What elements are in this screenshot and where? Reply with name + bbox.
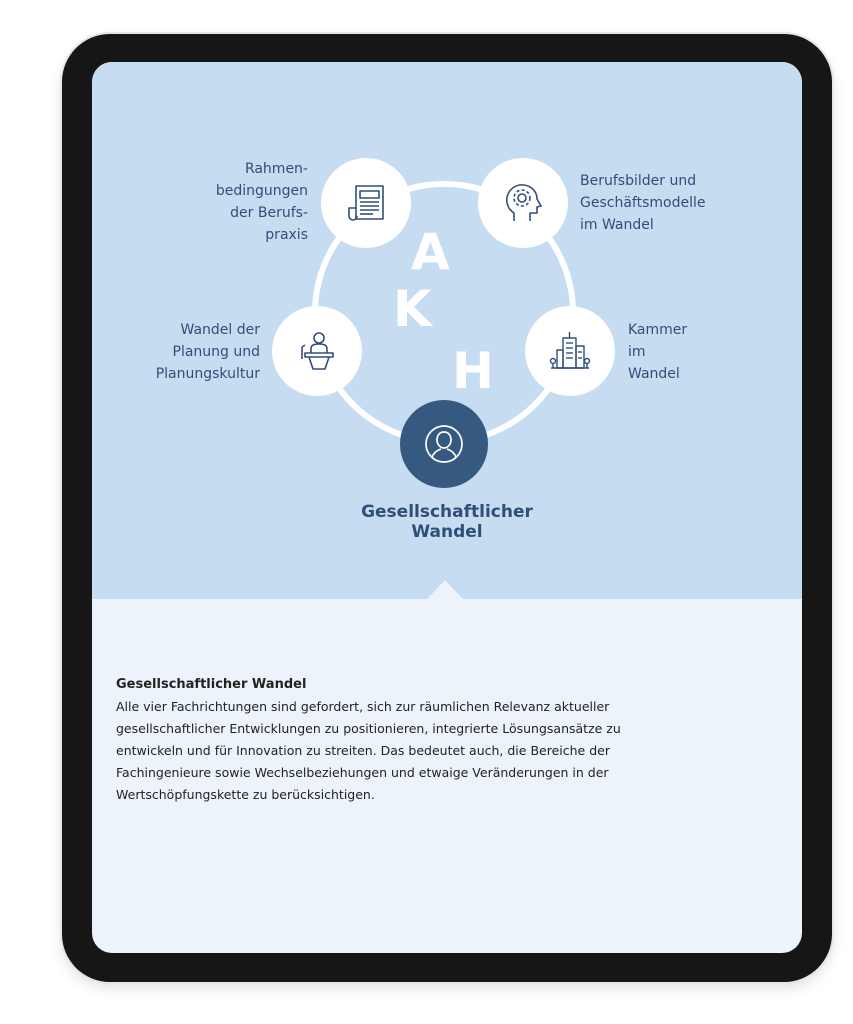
node-kammer[interactable] [525,306,615,396]
description-line: entwickeln und für Innovation zu streiten. Das bedeutet auch, die Bereiche der [116,743,610,758]
label-kammer: Kammer im Wandel [628,322,688,382]
label-planung: Wandel der Planung und Planungskultur [155,322,260,382]
description-line: Wertschöpfungskette zu berücksichtigen. [116,787,375,802]
newspaper-icon [343,180,389,226]
label-gesellschaftlicher-wandel: Gesellschaftlicher Wandel [361,502,533,542]
description-line: Alle vier Fachrichtungen sind gefordert, sich zur räumlichen Relevanz aktueller [116,699,610,714]
description-title: Gesellschaftlicher Wandel [116,677,307,692]
label-berufsbilder: Berufsbilder und Geschäftsmodelle im Wandel [580,173,706,233]
node-gesellschaftlicher-wandel[interactable] [400,400,488,488]
active-pointer-notch [427,580,463,599]
city-buildings-icon [547,328,593,374]
letter-k: K [393,280,432,338]
description-line: Fachingenieure sowie Wechselbeziehungen und etwaige Veränderungen in der [116,765,609,780]
node-berufsbilder[interactable] [478,158,568,248]
label-rahmenbedingungen: Rahmen- bedingungen der Berufs- praxis [215,161,308,243]
letter-h: H [452,342,494,400]
tablet-screen [92,62,802,953]
diagram-area [92,62,802,599]
description-line: gesellschaftlicher Entwicklungen zu positionieren, integrierte Lösungsansätze zu [116,721,621,736]
letter-a: A [411,223,450,281]
node-rahmenbedingungen[interactable] [321,158,411,248]
person-icon [421,421,467,467]
node-planung[interactable] [272,306,362,396]
podium-speaker-icon [294,328,340,374]
head-gear-icon [500,180,546,226]
description-panel [116,674,756,806]
